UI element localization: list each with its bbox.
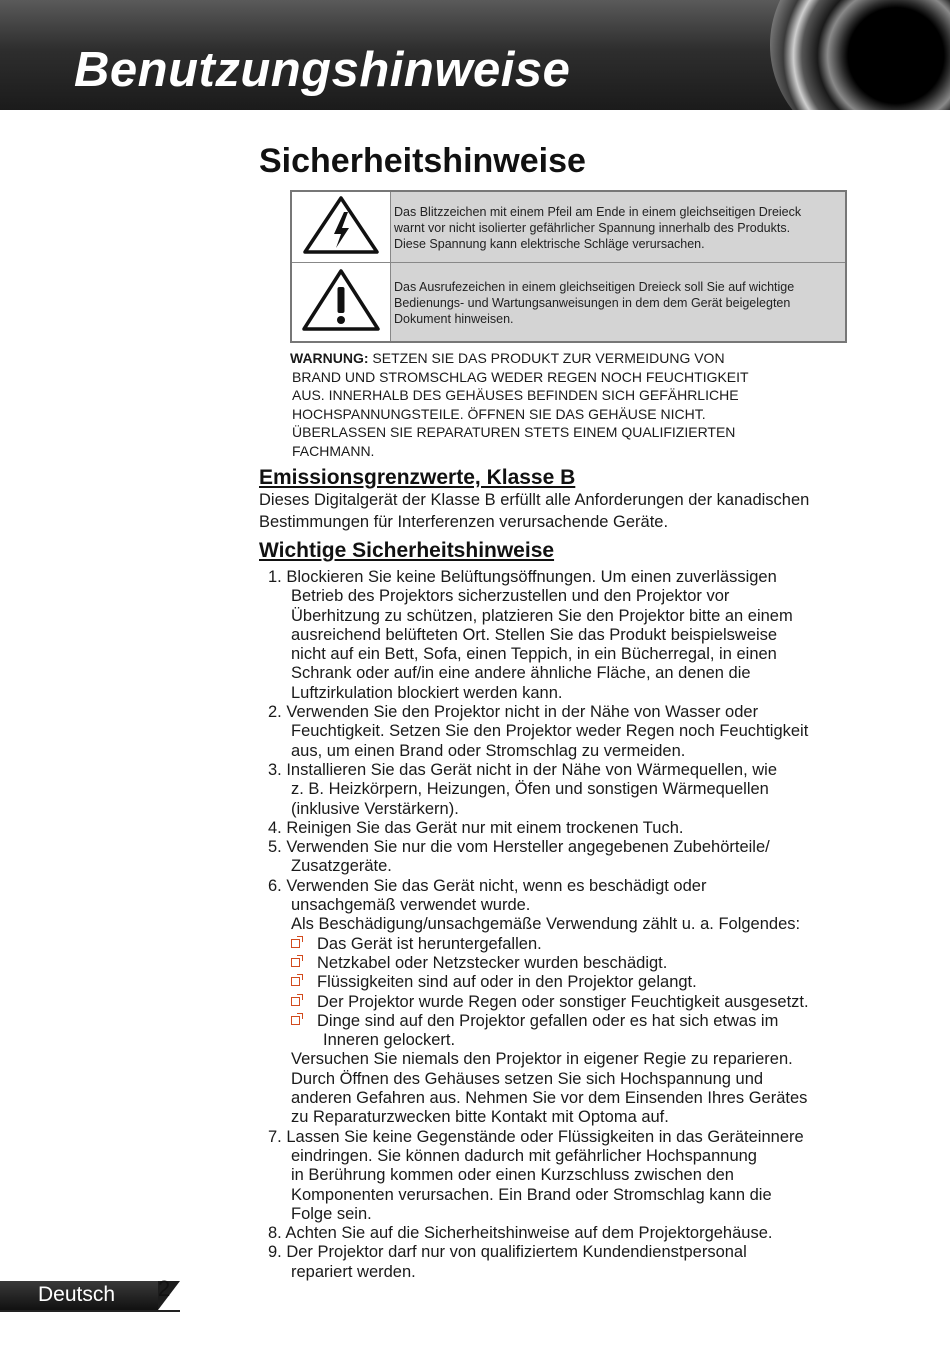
list-item-line: Komponenten verursachen. Ein Brand oder Stromschlag kann die — [291, 1185, 772, 1204]
text-line: Dieses Digitalgerät der Klasse B erfüllt alle Anforderungen der kanadischen — [259, 491, 810, 509]
safety-list — [268, 568, 888, 1282]
list-item-line: Folge sein. — [291, 1204, 372, 1223]
bullet-text: Das Gerät ist heruntergefallen. — [317, 934, 542, 953]
bullet-text-line: Inneren gelockert. — [323, 1031, 456, 1050]
list-item: 1. Blockieren Sie keine Belüftungsöffnungen. Um einen zuverlässigen — [268, 568, 777, 586]
warning-text: SETZEN SIE DAS PRODUKT ZUR VERMEIDUNG VON — [368, 350, 725, 366]
lightning-warning-icon — [291, 191, 391, 263]
bullet-item — [268, 993, 888, 1012]
list-item-line: (inklusive Verstärkern). — [291, 799, 459, 818]
bullet-text: Netzkabel oder Netzstecker wurden beschädigt. — [317, 953, 668, 972]
bullet-item — [268, 935, 888, 954]
list-item: 9. Der Projektor darf nur von qualifiziertem Kundendienstpersonal — [268, 1243, 747, 1262]
list-item-line: anderen Gefahren aus. Nehmen Sie vor dem Einsenden Ihres Gerätes — [291, 1089, 808, 1108]
emission-paragraph — [259, 490, 879, 533]
bullet-text: Flüssigkeiten sind auf oder in den Projektor gelangt. — [317, 973, 697, 992]
bullet-text: Der Projektor wurde Regen oder sonstiger Feuchtigkeit ausgesetzt. — [317, 992, 809, 1011]
warning-line: ÜBERLASSEN SIE REPARATUREN STETS EINEM QUALIFIZIERTEN — [292, 424, 736, 440]
lightning-warning-text — [391, 191, 847, 263]
warning-line: HOCHSPANNUNGSTEILE. ÖFFNEN SIE DAS GEHÄUSE NICHT. — [292, 405, 706, 422]
warning-line: AUS. INNERHALB DES GEHÄUSES BEFINDEN SICH GEFÄHRLICHE — [292, 387, 739, 403]
list-item: 5. Verwenden Sie nur die vom Hersteller angegebenen Zubehörteile/ — [268, 838, 770, 857]
section-title: Sicherheitshinweise — [259, 142, 586, 180]
bullet-item — [268, 973, 888, 992]
bullet-item — [268, 954, 888, 973]
text-line: Bedienungs- und Wartungsanweisungen in dem dem Gerät beigelegten — [394, 296, 791, 310]
list-item-line: Versuchen Sie niemals den Projektor in eigener Regie zu reparieren. — [291, 1050, 793, 1069]
text-line: warnt vor nicht isolierter gefährlicher Spannung innerhalb des Produkts. — [394, 221, 791, 235]
list-item-line: z. B. Heizkörpern, Heizungen, Öfen und sonstigen Wärmequellen — [291, 780, 769, 799]
warning-line: FACHMANN. — [292, 442, 375, 459]
bullet-text: Dinge sind auf den Projektor gefallen oder es hat sich etwas im — [317, 1011, 779, 1030]
list-item-line: Feuchtigkeit. Setzen Sie den Projektor weder Regen noch Feuchtigkeit — [291, 722, 809, 741]
list-item-line: Als Beschädigung/unsachgemäße Verwendung zählt u. a. Folgendes: — [291, 915, 801, 934]
list-item-line: in Berührung kommen oder einen Kurzschluss zwischen den — [291, 1166, 734, 1185]
text-line: Das Ausrufezeichen in einem gleichseitigen Dreieck soll Sie auf wichtige — [394, 280, 795, 294]
page-header — [0, 0, 950, 110]
list-item-line: eindringen. Sie können dadurch mit gefährlicher Hochspannung — [291, 1146, 757, 1165]
bullet-item — [268, 1012, 888, 1031]
list-item-line: Betrieb des Projektors sicherzustellen und den Projektor vor — [291, 587, 730, 606]
header-title: Benutzungshinweise — [74, 43, 571, 97]
list-item: 7. Lassen Sie keine Gegenstände oder Flüssigkeiten in das Geräteinnere — [268, 1127, 804, 1146]
exclamation-warning-icon — [291, 263, 391, 343]
warning-label: WARNUNG: — [290, 350, 369, 366]
warning-first-line — [290, 349, 850, 368]
important-heading: Wichtige Sicherheitshinweise — [259, 539, 555, 562]
checkbox-bullet-icon — [291, 939, 300, 948]
warning-block — [290, 349, 850, 460]
footer-divider — [0, 1310, 180, 1312]
list-item-line: ausreichend belüfteten Ort. Stellen Sie das Produkt beispielsweise — [291, 625, 778, 644]
emission-heading: Emissionsgrenzwerte, Klasse B — [259, 466, 576, 489]
list-item-line: aus, um einen Brand oder Stromschlag zu vermeiden. — [291, 741, 686, 760]
list-item-line: zu Reparaturzwecken bitte Kontakt mit Optoma auf. — [291, 1108, 669, 1127]
list-item-line: repariert werden. — [291, 1262, 416, 1281]
table-row — [291, 263, 846, 343]
list-item-line: nicht auf ein Bett, Sofa, einen Teppich, in ein Bücherregal, in einen — [291, 645, 777, 664]
checkbox-bullet-icon — [291, 997, 300, 1006]
list-item-line: Durch Öffnen des Gehäuses setzen Sie sich Hochspannung und — [291, 1069, 764, 1088]
list-item: 8. Achten Sie auf die Sicherheitshinweise auf dem Projektorgehäuse. — [268, 1224, 773, 1243]
text-line: Dokument hinweisen. — [394, 312, 514, 326]
list-item: 6. Verwenden Sie das Gerät nicht, wenn es beschädigt oder — [268, 876, 707, 895]
checkbox-bullet-icon — [291, 958, 300, 967]
list-item-line: unsachgemäß verwendet wurde. — [291, 896, 531, 915]
checkbox-bullet-icon — [291, 1016, 300, 1025]
warning-line: BRAND UND STROMSCHLAG WEDER REGEN NOCH FEUCHTIGKEIT — [292, 368, 749, 385]
list-item: 2. Verwenden Sie den Projektor nicht in der Nähe von Wasser oder — [268, 703, 759, 722]
list-item-line: Luftzirkulation blockiert werden kann. — [291, 683, 563, 702]
list-item-line: Überhitzung zu schützen, platzieren Sie den Projektor bitte an einem — [291, 606, 793, 625]
list-item-line: Schrank oder auf/in eine andere ähnliche Fläche, an denen die — [291, 664, 751, 683]
checkbox-bullet-icon — [291, 977, 300, 986]
projector-lens-image — [770, 0, 950, 110]
footer-language: Deutsch — [38, 1283, 116, 1306]
text-line: Diese Spannung kann elektrische Schläge verursachen. — [394, 237, 705, 251]
text-line: Bestimmungen für Interferenzen verursachende Geräte. — [259, 512, 669, 531]
table-row — [291, 191, 846, 263]
list-item: 4. Reinigen Sie das Gerät nur mit einem trockenen Tuch. — [268, 818, 684, 837]
list-item: 3. Installieren Sie das Gerät nicht in der Nähe von Wärmequellen, wie — [268, 760, 778, 779]
text-line: Das Blitzzeichen mit einem Pfeil am Ende in einem gleichseitigen Dreieck — [394, 205, 802, 219]
exclamation-warning-text — [391, 263, 847, 343]
safety-symbol-table — [290, 190, 847, 343]
list-item-line: Zusatzgeräte. — [291, 857, 392, 876]
page-number: 2 — [158, 1276, 171, 1301]
